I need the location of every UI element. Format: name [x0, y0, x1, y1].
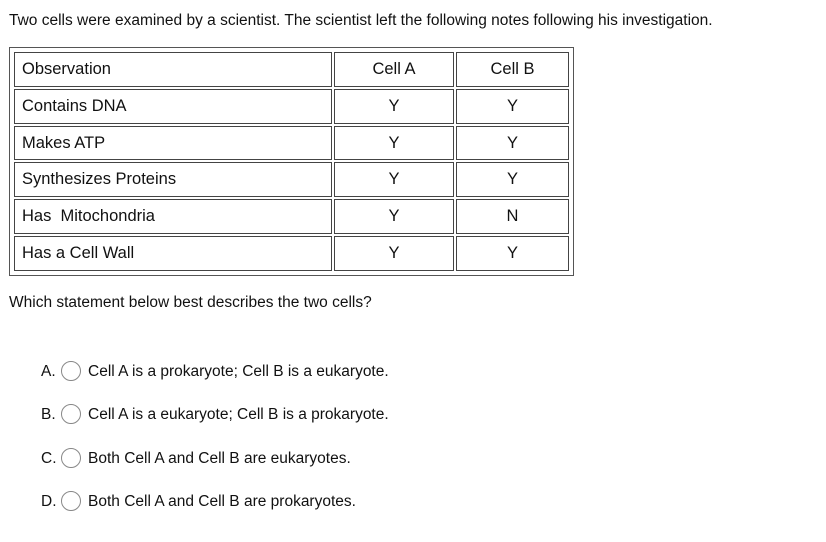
table-row: [14, 162, 569, 197]
observation-cell: Has Mitochondria: [14, 199, 332, 234]
table-row: [14, 126, 569, 161]
cell-a-value: Y: [334, 199, 454, 234]
cell-a-value: Y: [334, 236, 454, 271]
observation-cell: Contains DNA: [14, 89, 332, 124]
option-text[interactable]: Cell A is a prokaryote; Cell B is a eukaryote.: [88, 363, 389, 380]
header-observation: Observation: [14, 52, 332, 87]
observation-cell: Synthesizes Proteins: [14, 162, 332, 197]
table-row: [14, 199, 569, 234]
option-letter: A.: [41, 363, 56, 380]
intro-text: Two cells were examined by a scientist. The scientist left the following notes following his investigation.: [9, 12, 713, 29]
radio-button-d[interactable]: [61, 491, 81, 511]
table-row: [14, 89, 569, 124]
option-letter: C.: [41, 450, 57, 467]
radio-button-b[interactable]: [61, 404, 81, 424]
cell-a-value: Y: [334, 162, 454, 197]
cell-b-value: Y: [456, 236, 569, 271]
cell-b-value: Y: [456, 89, 569, 124]
header-cell-a: Cell A: [334, 52, 454, 87]
table-row: [14, 236, 569, 271]
option-c[interactable]: [41, 447, 461, 471]
cell-a-value: Y: [334, 126, 454, 161]
option-text[interactable]: Both Cell A and Cell B are prokaryotes.: [88, 493, 356, 510]
observation-cell: Makes ATP: [14, 126, 332, 161]
header-cell-b: Cell B: [456, 52, 569, 87]
cell-b-value: Y: [456, 162, 569, 197]
option-text[interactable]: Both Cell A and Cell B are eukaryotes.: [88, 450, 351, 467]
question-text: Which statement below best describes the two cells?: [9, 294, 372, 311]
option-letter: B.: [41, 406, 56, 423]
option-letter: D.: [41, 493, 57, 510]
option-d[interactable]: [41, 490, 461, 514]
table-header-row: [14, 52, 569, 87]
cell-a-value: Y: [334, 89, 454, 124]
option-text[interactable]: Cell A is a eukaryote; Cell B is a prokaryote.: [88, 406, 389, 423]
cell-b-value: N: [456, 199, 569, 234]
observation-table: [9, 47, 574, 276]
radio-button-c[interactable]: [61, 448, 81, 468]
radio-button-a[interactable]: [61, 361, 81, 381]
observation-cell: Has a Cell Wall: [14, 236, 332, 271]
cell-b-value: Y: [456, 126, 569, 161]
option-a[interactable]: [41, 360, 461, 384]
option-b[interactable]: [41, 403, 461, 427]
